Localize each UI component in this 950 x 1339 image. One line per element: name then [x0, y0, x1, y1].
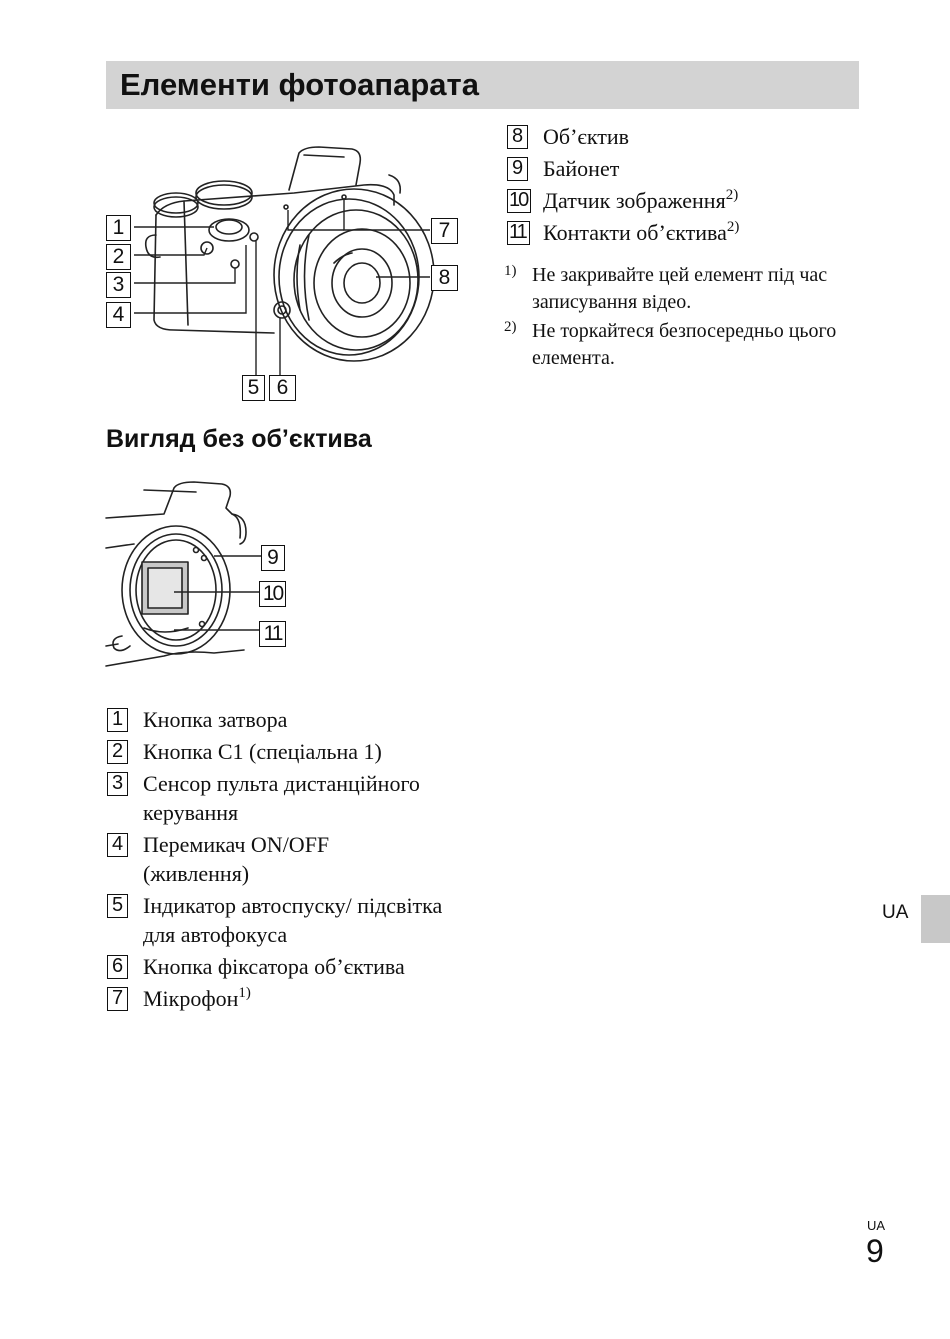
legend-number: 2 [107, 740, 128, 764]
legend-number: 9 [507, 157, 528, 181]
callout-5: 5 [242, 375, 265, 401]
legend-item [107, 769, 433, 827]
parts-legend-right [507, 122, 867, 250]
legend-item [107, 891, 443, 949]
footnote-text: Не торкайтеся безпосередньо цього елемента. [532, 320, 837, 369]
legend-text: Об’єктив [543, 124, 630, 149]
legend-text: Байонет [543, 156, 620, 181]
legend-item [507, 154, 867, 183]
callout-8: 8 [431, 265, 458, 291]
callout-2: 2 [106, 244, 131, 270]
legend-item [107, 737, 487, 766]
legend-item [507, 122, 867, 151]
footnote-ref: 2) [725, 187, 739, 203]
section-subheading: Вигляд без об’єктива [106, 425, 372, 453]
legend-item [107, 952, 487, 981]
footnote [504, 318, 864, 372]
legend-item [507, 218, 867, 247]
legend-number: 11 [507, 221, 530, 245]
parts-legend-left [107, 705, 487, 1016]
legend-number: 1 [107, 708, 128, 732]
footnote-ref: 2) [726, 219, 740, 235]
legend-number: 5 [107, 894, 128, 918]
page-language-code: UA [867, 1218, 886, 1233]
legend-text: Індикатор автоспуску/ підсвітка для автофокуса [143, 893, 443, 947]
callout-1: 1 [106, 215, 131, 241]
legend-text: Датчик зображення [543, 188, 726, 213]
page-number: 9 [866, 1233, 884, 1269]
legend-text: Перемикач ON/OFF (живлення) [143, 832, 330, 886]
language-tab-label: UA [882, 902, 909, 923]
callout-7: 7 [431, 218, 458, 244]
legend-number: 8 [507, 125, 528, 149]
callout-4: 4 [106, 302, 131, 328]
language-side-tab [921, 895, 950, 943]
legend-text: Кнопка C1 (спеціальна 1) [143, 739, 382, 764]
legend-item [107, 705, 487, 734]
legend-text: Кнопка затвора [143, 707, 288, 732]
legend-item [107, 830, 383, 888]
footnote-text: Не закривайте цей елемент під час записування відео. [532, 264, 828, 313]
legend-number: 10 [507, 189, 531, 213]
legend-number: 4 [107, 833, 128, 857]
footnotes [504, 262, 864, 374]
footnote-mark: 2) [504, 319, 517, 335]
legend-text: Сенсор пульта дистанційного керування [143, 771, 420, 825]
callout-3: 3 [106, 272, 131, 298]
footnote-ref: 1) [238, 985, 251, 1001]
section-title-bar [106, 61, 859, 109]
legend-text: Мікрофон [143, 986, 239, 1011]
footnote-mark: 1) [504, 263, 517, 279]
camera-front-illustration [104, 135, 464, 405]
legend-number: 6 [107, 955, 128, 979]
callout-10: 10 [259, 581, 286, 607]
legend-text: Кнопка фіксатора об’єктива [143, 954, 405, 979]
legend-item [507, 186, 867, 215]
page-title: Елементи фотоапарата [120, 67, 479, 102]
footnote [504, 262, 864, 316]
callout-11: 11 [259, 621, 286, 647]
legend-text: Контакти об’єктива [543, 220, 727, 245]
callout-6: 6 [269, 375, 296, 401]
callout-9: 9 [261, 545, 285, 571]
legend-number: 7 [107, 987, 128, 1011]
legend-number: 3 [107, 772, 128, 796]
legend-item [107, 984, 487, 1013]
